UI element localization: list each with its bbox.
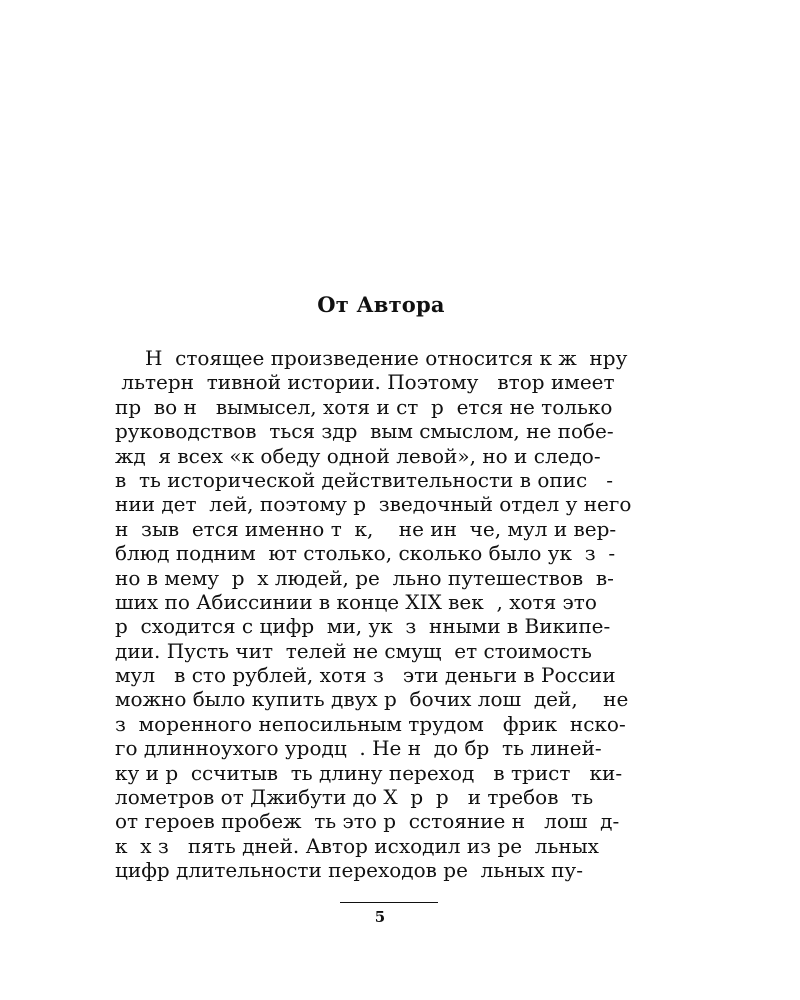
text-line: мул в сто рублей, хотя з эти деньги в России	[115, 663, 616, 688]
text-line: к х з пять дней. Автор исходил из ре льных	[115, 833, 599, 858]
text-line: ку и р ссчитыв ть длину переход в трист ки-	[115, 760, 623, 785]
chapter-heading: От Автора	[317, 292, 445, 317]
text-line: но в мему р х людей, ре льно путешествов в-	[115, 565, 614, 590]
text-line: жд я всех «к обеду одной левой», но и следо-	[115, 443, 601, 468]
text-line: от героев пробеж ть это р сстояние н лош д-	[115, 809, 620, 834]
body-text	[115, 346, 663, 883]
text-line: цифр длительности переходов ре льных пу-	[115, 858, 583, 883]
text-line: нии дет лей, поэтому р зведочный отдел у него	[115, 492, 632, 517]
text-line: н зыв ется именно т к, не ин че, мул и вер-	[115, 516, 617, 541]
text-line: лометров от Джибути до Х р р и требов ть	[115, 785, 594, 810]
page-number: 5	[374, 908, 386, 926]
text-line: пр во н вымысел, хотя и ст р ется не только	[115, 394, 613, 419]
text-line: р сходится с цифр ми, ук з нными в Википе-	[115, 614, 611, 639]
text-line: ших по Абиссинии в конце XIX век , хотя это	[115, 589, 597, 614]
text-line: го длинноухого уродц . Не н до бр ть линей-	[115, 736, 602, 761]
text-line: Н стоящее произведение относится к ж нру	[145, 346, 628, 370]
text-line: дии. Пусть чит телей не смущ ет стоимость	[115, 638, 592, 663]
text-line: можно было купить двух р бочих лош дей, не	[115, 687, 629, 712]
text-line: в ть исторической действительности в опис -	[115, 467, 614, 492]
footer-rule	[340, 902, 438, 903]
text-line: з моренного непосильным трудом фрик нско-	[115, 711, 626, 736]
text-line: руководствов ться здр вым смыслом, не побе-	[115, 419, 614, 444]
text-line: льтерн тивной истории. Поэтому втор имеет	[115, 370, 615, 395]
text-line: блюд подним ют столько, сколько было ук з -	[115, 541, 616, 566]
